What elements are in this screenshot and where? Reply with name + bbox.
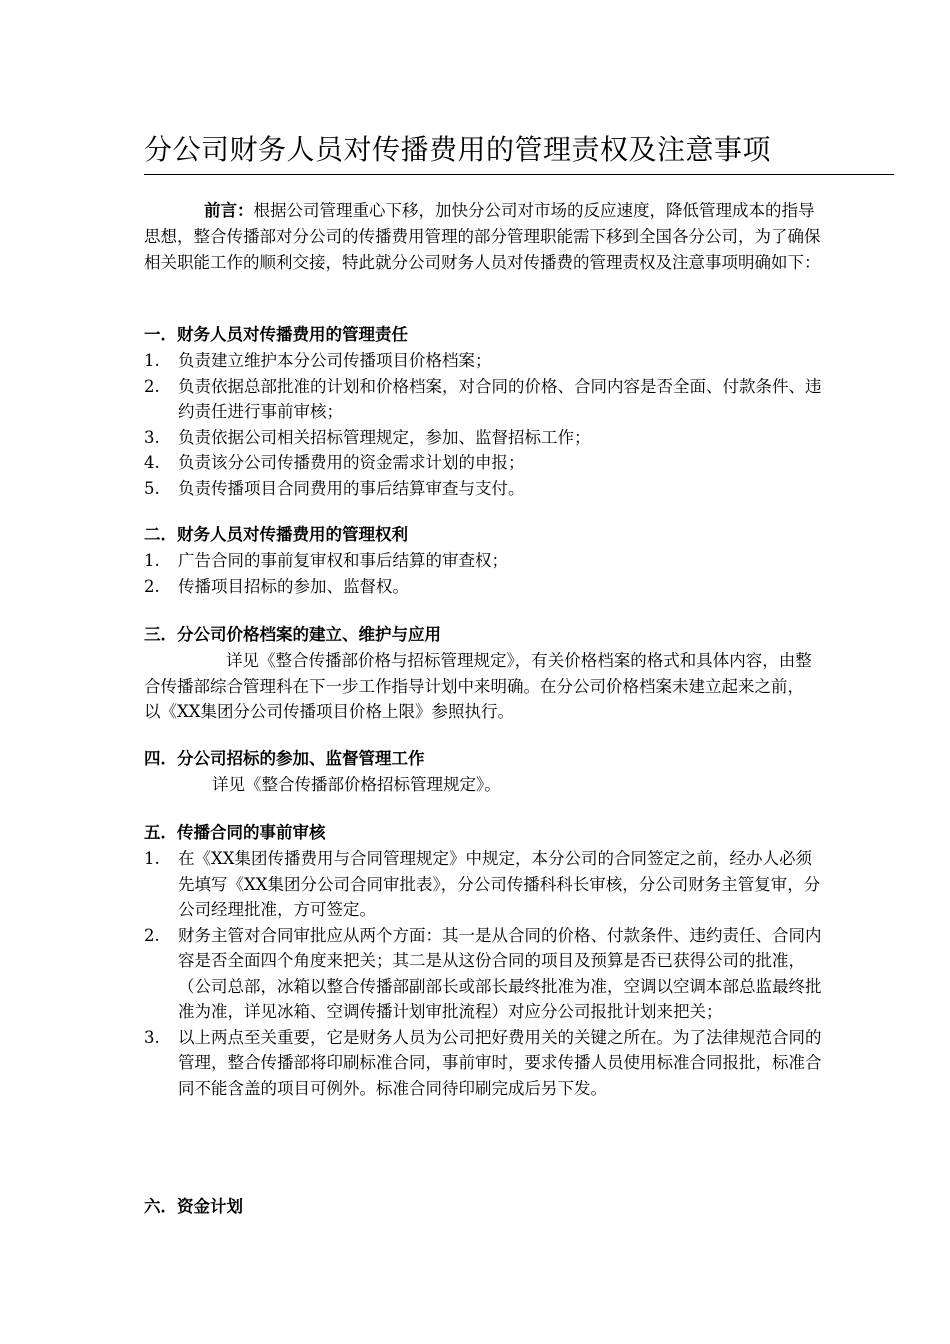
item-number: 3.: [144, 427, 160, 447]
item-number: 4.: [144, 453, 160, 472]
item-number: 1.: [144, 849, 160, 868]
list-item: [144, 1025, 824, 1102]
item-number: 3.: [144, 1027, 160, 1047]
intro-lead: 前言：: [204, 201, 254, 220]
section-3-paragraph: 详见《整合传播部价格与招标管理规定》，有关价格档案的格式和具体内容，由整合传播部综合管理科在下一步工作指导计划中来明确。在分公司价格档案未建立起来之前，以《XX集团分公司传播项目价格上限》参照执行。: [144, 651, 812, 721]
list-item: [144, 374, 834, 425]
section-5-list: [144, 846, 824, 1101]
item-number: 1.: [144, 351, 160, 370]
item-number: 2.: [144, 925, 160, 945]
item-text: 在《XX集团传播费用与合同管理规定》中规定，本分公司的合同签定之前，经办人必须先填写《XX集团分公司合同审批表》，分公司传播科科长审核，分公司财务主管复审，分公司经理批准，方可签定。: [178, 849, 821, 919]
section-1-heading: 一．财务人员对传播费用的管理责任: [144, 325, 408, 344]
item-text: 负责该分公司传播费用的资金需求计划的申报；: [178, 453, 525, 472]
item-number: 2.: [144, 576, 160, 596]
item-text: 传播项目招标的参加、监督权。: [178, 576, 409, 596]
list-item: [144, 846, 824, 923]
item-text: 以上两点至关重要，它是财务人员为公司把好费用关的关键之所在。为了法律规范合同的管理，整合传播部将印刷标准合同，事前审时，要求传播人员使用标准合同报批，标准合同不能含盖的项目可例外。标准合同待印刷完成后另下发。: [178, 1027, 822, 1098]
item-text: 负责依据总部批准的计划和价格档案，对合同的价格、合同内容是否全面、付款条件、违约责任进行事前审核；: [178, 376, 822, 421]
section-2-heading: 二．财务人员对传播费用的管理权利: [144, 525, 408, 544]
list-item: [144, 548, 834, 574]
section-6-heading: 六．资金计划: [144, 1197, 243, 1216]
list-item: [144, 450, 834, 476]
item-number: 1.: [144, 551, 160, 570]
list-item: [144, 425, 834, 451]
item-number: 2.: [144, 376, 160, 396]
item-text: 广告合同的事前复审权和事后结算的审查权；: [178, 551, 508, 570]
list-item: [144, 574, 834, 600]
list-item: [144, 923, 824, 1025]
list-item: [144, 348, 834, 374]
item-text: 负责建立维护本分公司传播项目价格档案；: [178, 351, 492, 370]
section-5-heading: 五．传播合同的事前审核: [144, 823, 326, 842]
section-4-heading: 四．分公司招标的参加、监督管理工作: [144, 749, 425, 768]
section-4-paragraph: 详见《整合传播部价格招标管理规定》。: [212, 775, 501, 794]
document-title: 分公司财务人员对传播费用的管理责权及注意事项: [144, 128, 894, 175]
item-number: 5.: [144, 478, 160, 498]
list-item: [144, 476, 834, 502]
section-2-list: [144, 548, 834, 599]
section-1-list: [144, 348, 834, 501]
item-text: 负责依据公司相关招标管理规定，参加、监督招标工作；: [178, 427, 591, 447]
intro-text: 根据公司管理重心下移，加快分公司对市场的反应速度，降低管理成本的指导思想，整合传播部对分公司的传播费用管理的部分管理职能需下移到全国各分公司，为了确保相关职能工作的顺利交接，特此就分公司财务人员对传播费的管理责权及注意事项明确如下：: [144, 201, 821, 272]
section-3-heading: 三．分公司价格档案的建立、维护与应用: [144, 625, 441, 644]
item-text: 财务主管对合同审批应从两个方面：其一是从合同的价格、付款条件、违约责任、合同内容是否全面四个角度来把关；其二是从这份合同的项目及预算是否已获得公司的批准，（公司总部，冰箱以整合传播部副部长或部长最终批准为准，空调以空调本部总监最终批准为准，详见冰箱、空调传播计划审批流程）对应分公司报批计划来把关；: [178, 925, 822, 1021]
item-text: 负责传播项目合同费用的事后结算审查与支付。: [178, 478, 525, 498]
intro-paragraph: [144, 198, 824, 276]
